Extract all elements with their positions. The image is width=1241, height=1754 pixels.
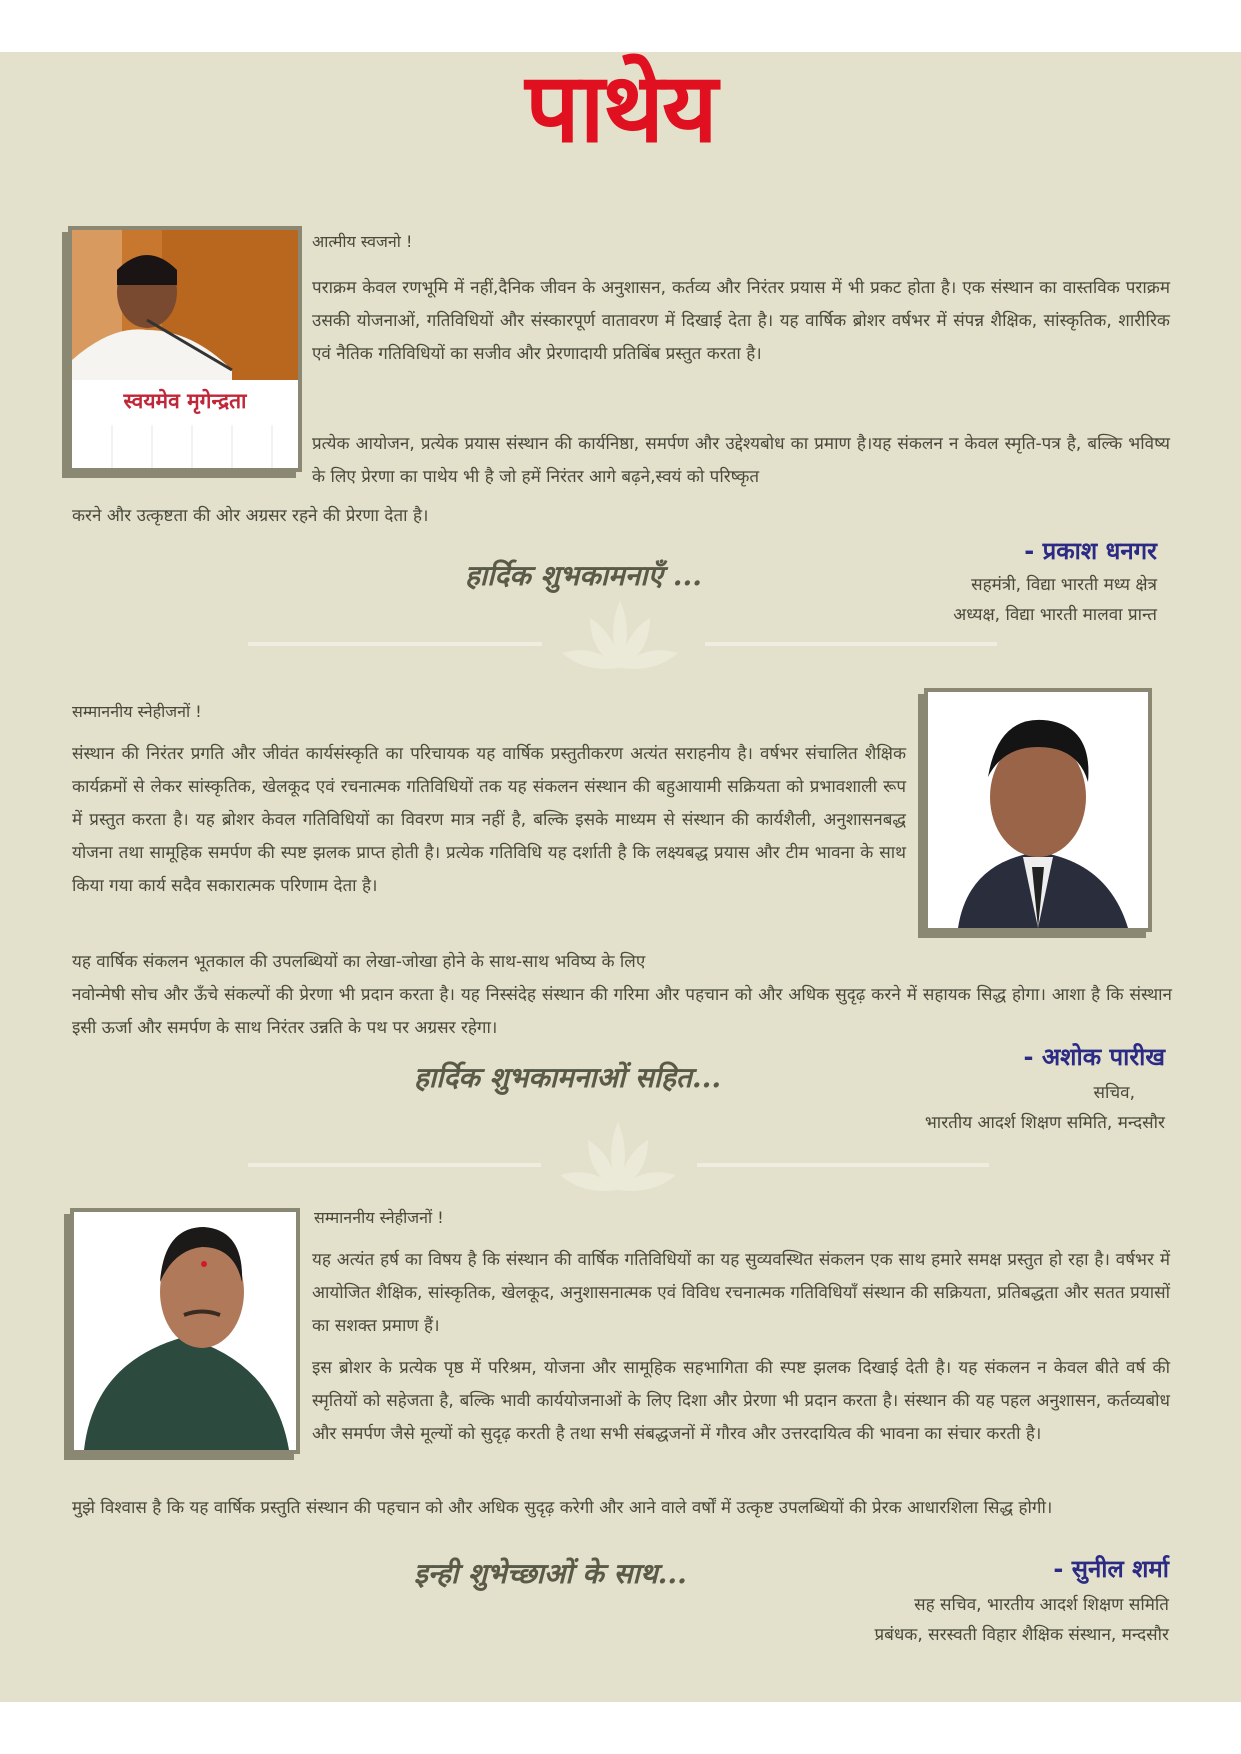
message-paragraph: यह वार्षिक संकलन भूतकाल की उपलब्धियों का लेखा-जोखा होने के साथ-साथ भविष्य के लिए — [72, 952, 646, 972]
photo-prakash-dhangar — [68, 226, 302, 472]
divider-line — [248, 1163, 541, 1167]
message-paragraph: करने और उत्कृष्टता की ओर अग्रसर रहने की प्रेरणा देता है। — [72, 506, 429, 526]
page-title: पाथेय — [525, 51, 716, 164]
signature-role: सहमंत्री, विद्या भारती मध्य क्षेत्र — [971, 575, 1157, 595]
signature-role: सचिव, — [1093, 1083, 1135, 1103]
lotus-ornament-icon — [558, 1120, 678, 1198]
portrait-image — [928, 692, 1148, 928]
salutation: सम्माननीय स्नेहीजनों ! — [72, 702, 202, 721]
signature-role: प्रबंधक, सरस्वती विहार शैक्षिक संस्थान, मन्दसौर — [874, 1625, 1169, 1645]
message-paragraph: पराक्रम केवल रणभूमि में नहीं,दैनिक जीवन के अनुशासन, कर्तव्य और निरंतर प्रयास में भी प्रकट होता है। एक संस्थान का वास्तविक पराक्रम उसकी योजनाओं, गतिविधियों और संस्कारपूर्ण वातावरण में दिखाई देता है। यह वार्षिक ब्रोशर वर्षभर में संपन्न शैक्षिक, सांस्कृतिक, शारीरिक एवं नैतिक गतिविधियों का सजीव और प्रेरणादायी प्रतिबिंब प्रस्तुत करता है। — [312, 278, 1170, 364]
photo-sunil-sharma — [70, 1208, 300, 1454]
closing-wish: इन्ही शुभेच्छाओं के साथ... — [414, 1557, 687, 1590]
closing-wish: हार्दिक शुभकामनाएँ ... — [465, 559, 702, 592]
message-paragraph: नवोन्मेषी सोच और ऊँचे संकल्पों की प्रेरणा भी प्रदान करता है। यह निस्संदेह संस्थान की गरिमा और पहचान को और अधिक सुदृढ़ करने में सहायक सिद्ध होगा। आशा है कि संस्थान इसी ऊर्जा और समर्पण के साथ निरंतर उन्नति के पथ पर अग्रसर रहेगा। — [72, 985, 1172, 1038]
lotus-ornament-icon — [560, 598, 680, 676]
signature-role: सह सचिव, भारतीय आदर्श शिक्षण समिति — [914, 1595, 1169, 1615]
message-paragraph: इस ब्रोशर के प्रत्येक पृष्ठ में परिश्रम, योजना और सामूहिक सहभागिता की स्पष्ट झलक दिखाई देती है। यह संकलन न केवल बीते वर्ष की स्मृतियों को सहेजता है, बल्कि भावी कार्ययोजनाओं के लिए दिशा और प्रेरणा भी प्रदान करता है। संस्थान की यह पहल अनुशासन, कर्तव्यबोध और समर्पण जैसे मूल्यों को सुदृढ़ करती है तथा सभी संबद्धजनों में गौरव और उत्तरदायित्व की भावना का संचार करती है। — [312, 1358, 1170, 1444]
podium-text: स्वयमेव मृगेन्द्रता — [123, 389, 247, 413]
message-paragraph: यह अत्यंत हर्ष का विषय है कि संस्थान की वार्षिक गतिविधियों का यह सुव्यवस्थित संकलन एक साथ हमारे समक्ष प्रस्तुत हो रहा है। वर्षभर में आयोजित शैक्षिक, सांस्कृतिक, खेलकूद, अनुशासनात्मक एवं विविध रचनात्मक गतिविधियाँ संस्थान की सक्रियता, प्रतिबद्धता और सतत प्रयासों का सशक्त प्रमाण हैं। — [312, 1250, 1170, 1336]
divider-line — [697, 1163, 989, 1167]
message-paragraph: संस्थान की निरंतर प्रगति और जीवंत कार्यसंस्कृति का परिचायक यह वार्षिक प्रस्तुतीकरण अत्यंत सराहनीय है। वर्षभर संचालित शैक्षिक कार्यक्रमों से लेकर सांस्कृतिक, खेलकूद एवं रचनात्मक गतिविधियों तक यह संकलन संस्थान की बहुआयामी सक्रियता को प्रभावशाली रूप में प्रस्तुत करता है। यह ब्रोशर केवल गतिविधियों का विवरण मात्र नहीं है, बल्कि इसके माध्यम से संस्थान की कार्यशैली, अनुशासनबद्ध योजना तथा सामूहिक समर्पण की स्पष्ट झलक प्राप्त होती है। प्रत्येक गतिविधि यह दर्शाती है कि लक्ष्यबद्ध प्रयास और टीम भावना के साथ किया गया कार्य सदैव सकारात्मक परिणाम देता है। — [72, 744, 906, 896]
portrait-image — [74, 1212, 296, 1450]
portrait-image — [72, 230, 298, 468]
message-paragraph: मुझे विश्वास है कि यह वार्षिक प्रस्तुति संस्थान की पहचान को और अधिक सुदृढ़ करेगी और आने वाले वर्षों में उत्कृष्ट उपलब्धियों की प्रेरक आधारशिला सिद्ध होगी। — [72, 1498, 1053, 1518]
message-paragraph: प्रत्येक आयोजन, प्रत्येक प्रयास संस्थान की कार्यनिष्ठा, समर्पण और उद्देश्यबोध का प्रमाण है।यह संकलन न केवल स्मृति-पत्र है, बल्कि भविष्य के लिए प्रेरणा का पाथेय भी है जो हमें निरंतर आगे बढ़ने,स्वयं को परिष्कृत — [312, 434, 1170, 487]
signature-name: - अशोक पारीख — [1023, 1043, 1165, 1071]
photo-ashok-parikh — [924, 688, 1152, 932]
signature-role: अध्यक्ष, विद्या भारती मालवा प्रान्त — [953, 605, 1157, 625]
divider-line — [705, 642, 997, 646]
signature-name: - प्रकाश धनगर — [1024, 537, 1157, 565]
salutation: आत्मीय स्वजनो ! — [312, 232, 413, 251]
signature-name: - सुनील शर्मा — [1053, 1555, 1169, 1583]
salutation: सम्माननीय स्नेहीजनों ! — [314, 1208, 444, 1227]
signature-role: भारतीय आदर्श शिक्षण समिति, मन्दसौर — [924, 1113, 1165, 1133]
divider-line — [248, 642, 542, 646]
closing-wish: हार्दिक शुभकामनाओं सहित... — [414, 1061, 722, 1094]
